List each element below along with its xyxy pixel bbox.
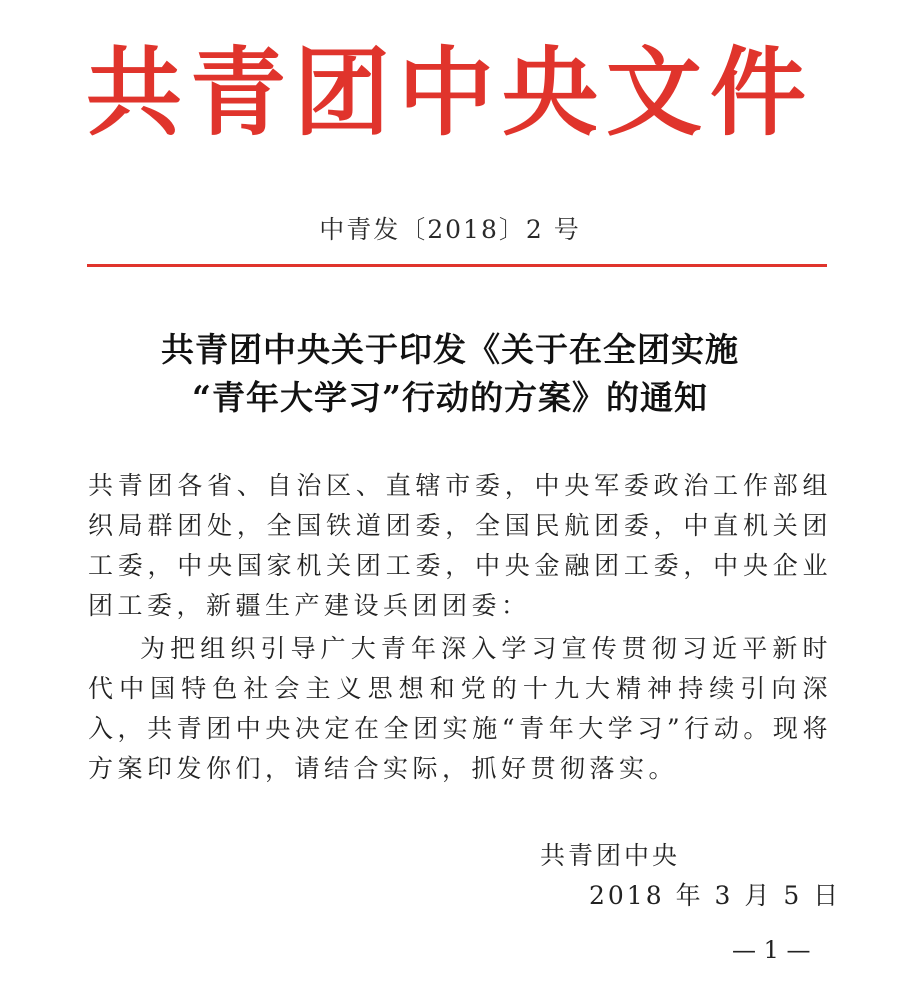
signer: 共青团中央 (540, 841, 681, 870)
notice-title-line-2: “青年大学习”行动的方案》的通知 (192, 378, 708, 417)
page-number: — 1 — (732, 936, 811, 964)
red-divider-line (87, 264, 827, 267)
document-number: 中青发〔2018〕2 号 (319, 215, 581, 244)
notice-title (0, 326, 900, 422)
notice-title-line-1: 共青团中央关于印发《关于在全团实施 (161, 330, 739, 369)
document-header-title: 共青团中央文件 (86, 36, 814, 149)
addressee-paragraph: 共青团各省、自治区、直辖市委，中央军委政治工作部组织局群团处，全国铁道团委，全国民航团委，中直机关团工委，中央国家机关团工委，中央金融团工委，中央企业团工委，新疆生产建设兵团团委： (88, 471, 832, 620)
issue-date: 2018 年 3 月 5 日 (589, 881, 842, 910)
body-paragraph: 为把组织引导广大青年深入学习宣传贯彻习近平新时代中国特色社会主义思想和党的十九大精神持续引向深入，共青团中央决定在全团实施“青年大学习”行动。现将方案印发你们，请结合实际，抓好贯彻落实。 (88, 634, 832, 783)
